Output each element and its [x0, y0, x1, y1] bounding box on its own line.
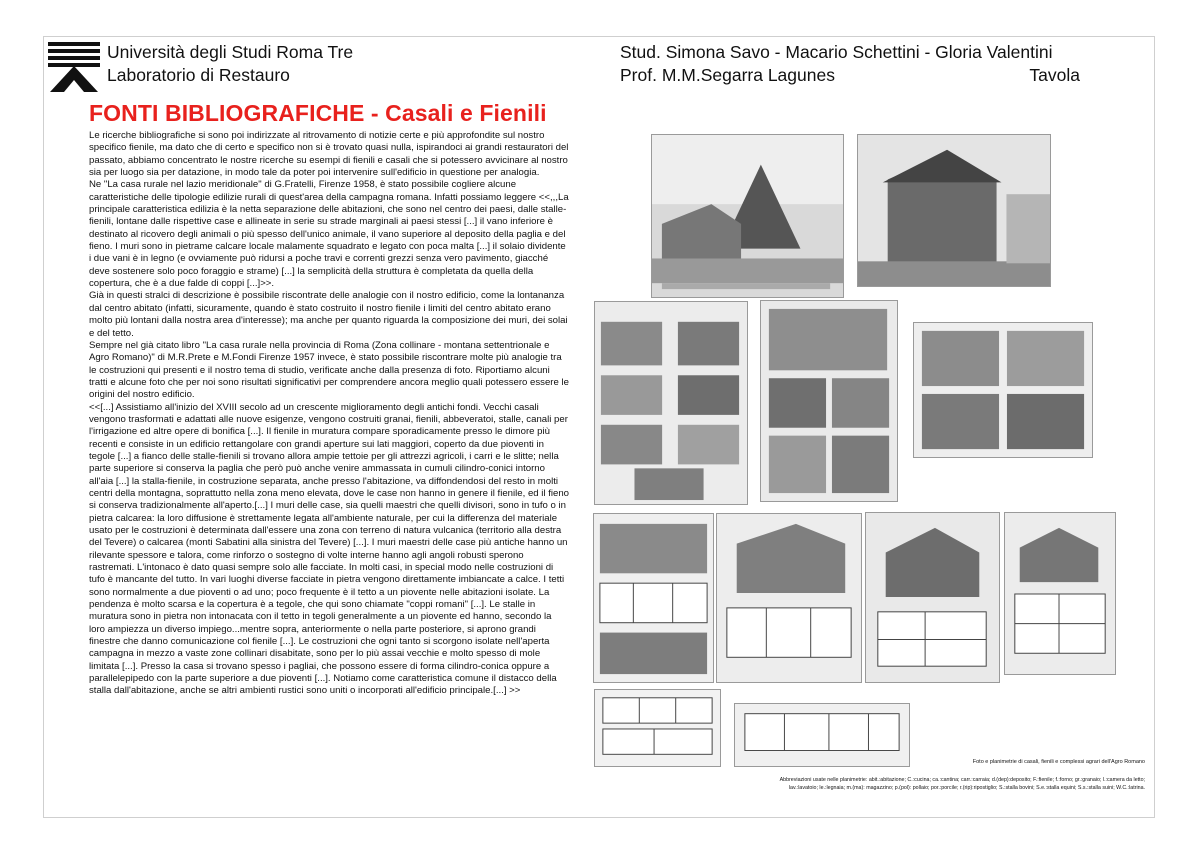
- houses-collage-3: [913, 322, 1093, 458]
- paragraph-fratelli: Ne "La casa rurale nel lazio meridionale" di G.Fratelli, Firenze 1958, è stato possibile cogliere alcune caratteristiche delle tipologie edilizie rurali di quest'area della campagna romana. Infatti possiamo leggere <<,,,La principale caratteristica edilizia è la netta separazione delle abitazioni, che sono nel centro dei paesi, dalle stalle-fienili, lontane dalle rispettive case e allineate in serie su strade marginali ai paesi stessi [...] il vano inferiore è destinato al ricovero degli animali o più spesso dell'unico animale, il vano superiore al deposito della paglia e del fieno. I muri sono in pietrame calcare locale malamente squadrato e legato con poca malta [...] il solaio dividente i due vani è in legno (e ovviamente può ridursi a poche travi e correnti grezzi senza vero pavimento, giacché deve sostenere solo poco foraggio e strame) [...] la semplicità della struttura è completata da quella della copertura, che è a due falde di coppi [...]>>.: [89, 179, 569, 290]
- paragraph-intro: Le ricerche bibliografiche si sono poi indirizzate al ritrovamento di notizie certe e più approfondite sul nostro specifico fienile, ma dato che di certo e specifico non si è trovato quasi nulla, ispirandoci ai grandi restauratori del passato, abbiamo concentrato le nostre ricerche su esempi di fienili e casali che si potessero avvicinare al nostro sia per luogo sia per datazione, in modo tale da poter poi intervenire sull'edificio in questione per analogia.: [89, 130, 569, 179]
- university-logo-icon: [48, 42, 100, 92]
- photos-caption: Foto e planimetrie di casali, fienili e complessi agrari dell'Agro Romano: [972, 759, 1145, 765]
- paragraph-analogies: Già in questi stralci di descrizione è possibile riscontrate delle analogie con il nostro edificio, come la lontananza dal centro abitato (infatti, sicuramente, quando è stato costruito il nostro fienile i limiti del centro abitato erano molto più lontani dalla nostra area d'interesse); ma anche per quanto riguarda la composizione dei muri, dei solai e del tetto.: [89, 290, 568, 339]
- page-title: FONTI BIBLIOGRAFICHE - Casali e Fienili: [89, 100, 547, 126]
- houses-collage-2: [760, 300, 898, 502]
- header-right: [620, 41, 1090, 87]
- floor-plan-5: [594, 689, 721, 767]
- professor-name: Prof. M.M.Segarra Lagunes: [620, 65, 835, 85]
- stone-barn-photo: [857, 134, 1051, 287]
- students-names: Stud. Simona Savo - Macario Schettini - Gloria Valentini: [620, 42, 1053, 62]
- farm-plan-2: [716, 513, 862, 683]
- farm-plan-1: [593, 513, 714, 683]
- body-text: [89, 130, 569, 698]
- floor-plan-6: [734, 703, 910, 767]
- tavola-label: Tavola: [1029, 65, 1080, 85]
- paragraph-prete-fondi: Sempre nel già citato libro "La casa rurale nella provincia di Roma (Zona collinare - montana settentrionale e Agro Romano)" di M.R.Prete e M.Fondi Firenze 1957 invece, è stato possibile riscontrare molte più analogie tra le costruzioni qui presenti e il nostro tema di studio, verificate anche dalla presenza di foto. Riportiamo alcuni tratti e alcune foto che per noi sono risultati significativi per comprendere ancora meglio quali potessero essere le origini del nostro edificio.: [89, 339, 569, 401]
- farm-plan-4: [1004, 512, 1116, 675]
- houses-collage-1: [594, 301, 748, 505]
- lab-name: Laboratorio di Restauro: [107, 65, 290, 85]
- university-name: Università degli Studi Roma Tre: [107, 42, 354, 62]
- farm-plan-3: [865, 512, 1000, 683]
- haystack-photo: [651, 134, 844, 298]
- header-left: [107, 41, 353, 87]
- abbreviations-legend: Abbreviazioni usate nelle planimetrie: abit.:abitazione; C.:cucina; ca.:cantina; carr.:carraia; d.(dep):deposito; F.:fienile; f.:forno; gr.:granaio; l.:camera da letto; lav.:lavatoio; le.:legnaia; m.(ma): magazzino; p.(pol): pollaio; por.:porcile; r.(rip):ripostiglio; S.:stalla bovini; S.e.:stalla equini; S.s.:stalla suini; W.C.:latrina.: [779, 777, 1145, 791]
- paragraph-quote: <<[...] Assistiamo all'inizio del XVIII secolo ad un crescente miglioramento degli antichi fondi. Vecchi casali vengono trasformati e adattati alle nuove esigenze, vengono costruiti granai, fienili, abbeveratoi, stalle, canali per l'irrigazione ed altre opere di bonifica [...]. Il fienile in muratura compare sporadicamente presso le dimore più recenti e consiste in un edificio rettangolare con grandi aperture sui lati maggiori, coperto da due pioventi in tegole [...] a fianco delle stalle-fienili si trovano allora ampie tettoie per gli attrezzi agricoli, i carri e le slitte; nella parte superiore si conserva la paglia che però può anche venire ammassata in cumuli cilindro-conici intorno all'aia [...] la stalla-fienile, in costruzione separata, anche presso l'abitazione, va diffondendosi del resto in molti centri della montagna, soprattutto nella zona meno elevata, dove le case non hanno in genere il fienile, ed il fieno si conserva tradizionalmente all'aperto.[...] I muri delle case, sia quelli maestri che quelli divisori, sono in tufo o in pietra calcarea: la loro diffusione è strettamente legata all'ambiente naturale, per cui la differenza del materiale usato per le costruzioni è determinata dall'essere una zona con terreno di natura vulcanica (territorio alla destra del Tevere) o calcarea (monti Sabatini alla sinistra del Tevere) [...]. I muri maestri delle case più antiche hanno un rilevante spessore e talora, come rinforzo o sostegno di volte interne hanno agli angoli robusti sperono rastremati. L'intonaco è dato quasi sempre solo alle facciate. In molti casi, in special modo nelle costruzioni di tufo è mancante del tutto. In vari luoghi diverse facciate in pietra vengono direttamente imbiancate a calce. I tetti sono normalmente a due pioventi o ad uno; poco frequente è il tetto a un piovente nelle abitazioni isolate. La pendenza è molto scarsa e la copertura è a tegole, che qui sono chiamate "coppi romani" [...]. Le stalle in muratura sono in pietra non intonacata con il tetto in tegoli generalmente a un piovente ed hanno, secondo la loro ampiezza un diverso impiego...mentre sopra, anteriormente o nella parte posteriore, si aprono grandi finestre che danno comunicazione col fienile [...]. Le costruzioni che ogni tanto si scorgono isolate nell'aperta campagna in mezzo a vaste zone collinari disabitate, sono per lo più assai vecchie e molto spesso di mole limitata [...]. Presso la casa si trovano spesso i pagliai, che possono essere di forma cilindro-conica oppure a parallelepipedo con la parte superiore a due pioventi [...]. Notiamo come caratteristica comune il distacco della stalla dall'abitazione, anche se altri ambienti rustici sono uniti o incorporati all'edificio principale.[...] >>: [89, 401, 570, 697]
